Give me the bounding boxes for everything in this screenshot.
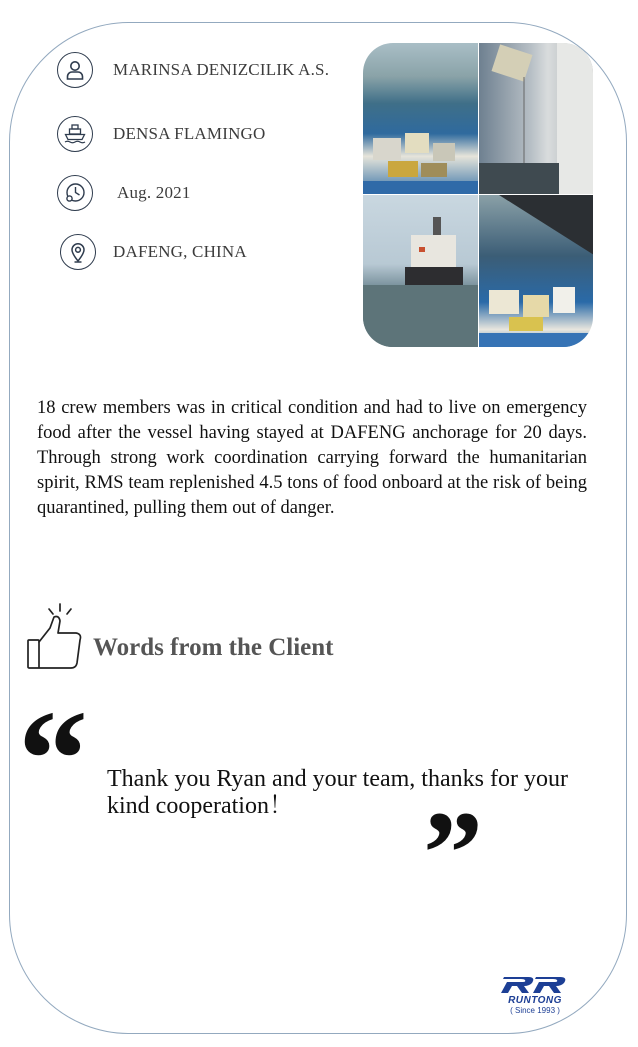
clock-icon xyxy=(57,175,93,211)
runtong-logo xyxy=(498,975,572,1019)
person-icon xyxy=(57,52,93,88)
section-heading: Words from the Client xyxy=(93,634,334,661)
photo-vessel-stern xyxy=(363,195,478,347)
location-pin-icon xyxy=(60,234,96,270)
vessel-name: DENSA FLAMINGO xyxy=(113,124,266,143)
logo-name: RUNTONG xyxy=(508,995,562,1006)
photo-cargo-lift xyxy=(479,43,593,194)
ship-icon xyxy=(57,116,93,152)
location-name: DAFENG, CHINA xyxy=(113,242,247,261)
client-heading-row xyxy=(26,602,334,670)
service-date: Aug. 2021 xyxy=(117,183,191,202)
photo-supply-boat xyxy=(363,43,478,194)
date-row xyxy=(57,175,191,211)
photo-collage xyxy=(363,43,593,347)
thumbs-up-icon xyxy=(26,602,84,670)
case-description: 18 crew members was in critical condition and had to live on emergency food after the vessel having stayed at DAFENG anchorage for 20 days. Through strong work coordination carrying forward the humanitarian spirit, RMS team replenished 4.5 tons of food onboard at the risk of being quarantined, pulling them out of danger. xyxy=(37,398,587,518)
logo-since: ( Since 1993 ) xyxy=(510,1006,560,1015)
photo-food-boxes xyxy=(479,195,593,347)
close-quote-mark: ” xyxy=(423,786,483,919)
open-quote-mark: “ xyxy=(18,682,88,837)
logo-mark-icon xyxy=(498,975,572,995)
location-row xyxy=(57,234,247,270)
company-name: MARINSA DENIZCILIK A.S. xyxy=(113,60,330,79)
client-quote: Thank you Ryan and your team, thanks for your kind cooperation！ xyxy=(107,766,568,819)
company-row xyxy=(57,52,329,88)
vessel-row xyxy=(57,116,266,152)
